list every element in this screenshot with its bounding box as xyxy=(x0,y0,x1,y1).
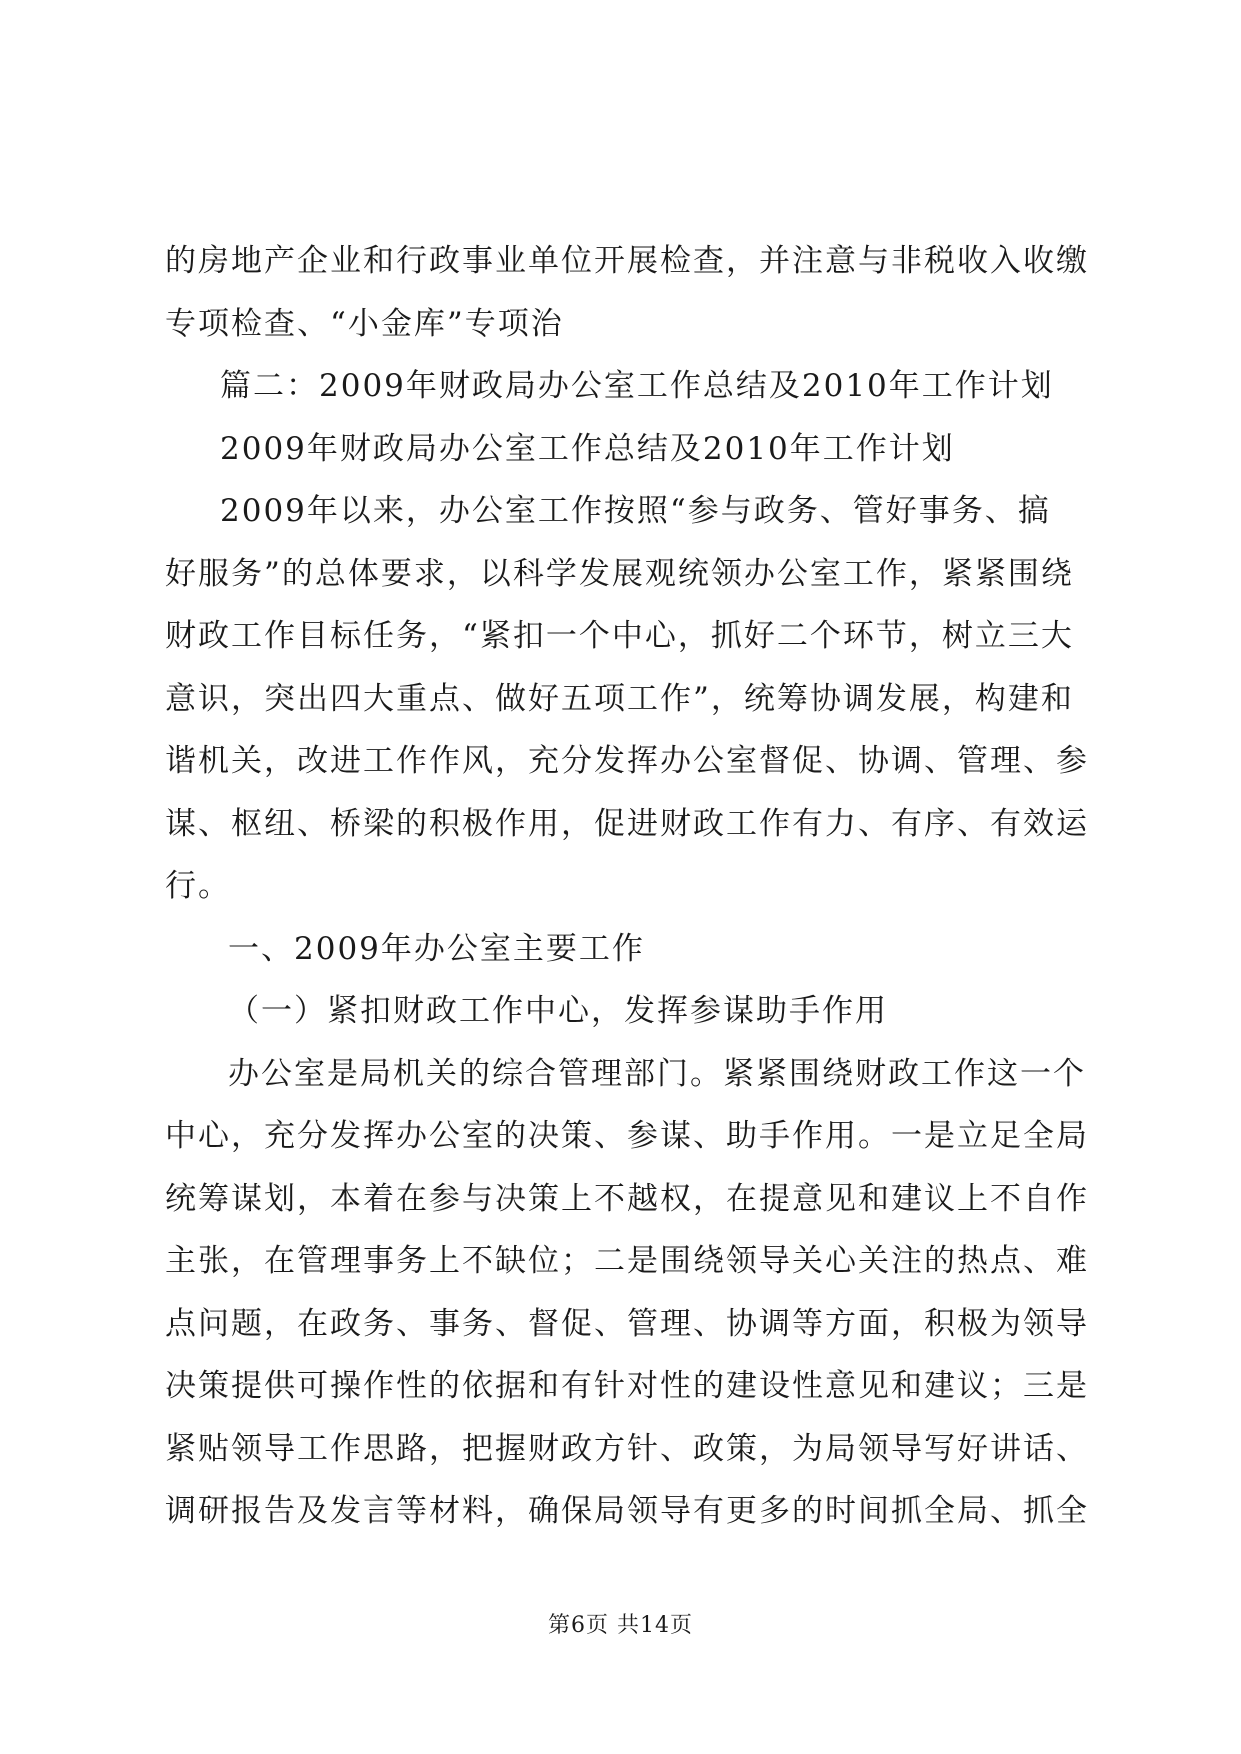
text-line: 紧贴领导工作思路，把握财政方针、政策，为局领导写好讲话、 xyxy=(165,1430,1089,1467)
text-line: 好服务”的总体要求，以科学发展观统领办公室工作，紧紧围绕 xyxy=(165,555,1074,592)
text-line: 意识，突出四大重点、做好五项工作”，统筹协调发展，构建和 xyxy=(165,680,1074,717)
text-line: 统筹谋划，本着在参与决策上不越权，在提意见和建议上不自作 xyxy=(165,1180,1089,1217)
text-line: 的房地产企业和行政事业单位开展检查，并注意与非税收入收缴 xyxy=(165,243,1089,279)
text-line: 主张，在管理事务上不缺位；二是围绕领导关心关注的热点、难 xyxy=(165,1243,1089,1279)
text-line: 决策提供可操作性的依据和有针对性的建设性意见和建议；三是 xyxy=(165,1368,1089,1404)
text-line: 点问题，在政务、事务、督促、管理、协调等方面，积极为领导 xyxy=(165,1305,1089,1342)
subsection-heading: 一、2009年办公室主要工作 xyxy=(228,930,645,967)
paragraph-start: 2009年以来，办公室工作按照“参与政务、管好事务、搞 xyxy=(220,493,1051,529)
text-line: 专项检查、“小金库”专项治 xyxy=(165,305,564,342)
text-line: 谐机关，改进工作作风，充分发挥办公室督促、协调、管理、参 xyxy=(165,743,1089,779)
document-title: 2009年财政局办公室工作总结及2010年工作计划 xyxy=(220,430,955,467)
document-body xyxy=(165,230,1095,1543)
page-number-footer: 第6页 共14页 xyxy=(548,1613,693,1638)
section-heading: 篇二：2009年财政局办公室工作总结及2010年工作计划 xyxy=(220,368,1054,404)
text-line: 财政工作目标任务，“紧扣一个中心，抓好二个环节，树立三大 xyxy=(165,618,1074,654)
text-line: 调研报告及发言等材料，确保局领导有更多的时间抓全局、抓全 xyxy=(165,1493,1089,1529)
text-line: 中心，充分发挥办公室的决策、参谋、助手作用。一是立足全局 xyxy=(165,1118,1089,1154)
text-line: 行。 xyxy=(165,868,231,904)
text-line: 谋、枢纽、桥梁的积极作用，促进财政工作有力、有序、有效运 xyxy=(165,805,1089,842)
paragraph-start: 办公室是局机关的综合管理部门。紧紧围绕财政工作这一个 xyxy=(228,1055,1086,1092)
subsection-heading: （一）紧扣财政工作中心，发挥参谋助手作用 xyxy=(228,993,888,1029)
